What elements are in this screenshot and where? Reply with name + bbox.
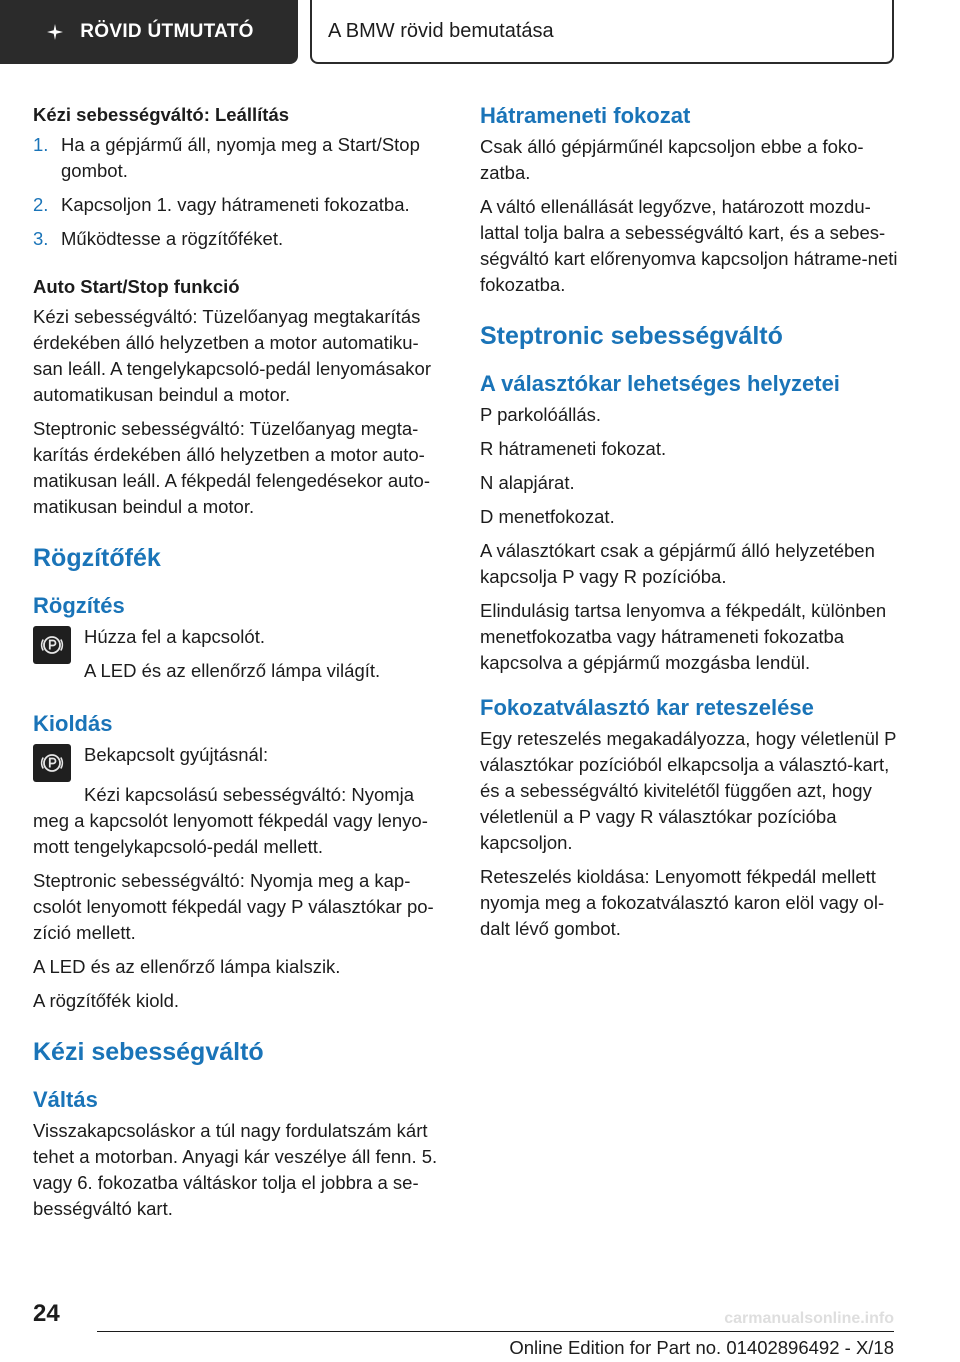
list-item [33, 192, 443, 218]
watermark: carmanualsonline.info [724, 1310, 894, 1327]
reverse-paragraph-2: A váltó ellenállását legyőzve, határozott mozdu-lattal tolja balra a sebességváltó kart, és a sebes-ségváltó kart előrenyomva kapcsoljon hátrame-neti fokozatba. [480, 196, 898, 295]
release-block [33, 742, 443, 782]
release-paragraph-4: A rögzítőfék kiold. [33, 990, 180, 1011]
manual-stop-heading: Kézi sebességváltó: Leállítás [33, 104, 290, 125]
release-paragraph-1: Kézi kapcsolású sebességváltó: Nyomja meg a kapcsolót lenyomott fékpedál vagy lenyo-mott tengelykapcsoló-pedál mellett. [33, 784, 428, 857]
chapter-title-text: A BMW rövid bemutatása [328, 19, 554, 42]
positions-paragraph-2: Elindulásig tartsa lenyomva a fékpedált, különben menetfokozatba vagy hátrameneti fokozatba kapcsolva a gépjármű mozgásba lendül. [480, 600, 887, 673]
apply-line-2: A LED és az ellenőrző lámpa világít. [84, 660, 381, 681]
autostart-heading: Auto Start/Stop funkció [33, 276, 240, 297]
lock-title: Fokozatválasztó kar reteszelése [480, 695, 814, 720]
stop-steps-list [33, 132, 443, 252]
shifting-title: Váltás [33, 1087, 98, 1112]
lock-paragraph-2: Reteszelés kioldása: Lenyomott fékpedál mellett nyomja meg a fokozatválasztó karon elöl vagy ol-dalt lévő gombot. [480, 866, 885, 939]
autostart-paragraph-1: Kézi sebességváltó: Tüzelőanyag megtakarítás érdekében álló helyzetben a motor automatiku-san leáll. A tengelykapcsoló-pedál lenyomásakor automatikusan beindul a motor. [33, 306, 431, 405]
steptronic-title: Steptronic sebességváltó [480, 322, 783, 350]
position-d: D menetfokozat. [480, 506, 615, 527]
position-r: R hátrameneti fokozat. [480, 438, 667, 459]
reverse-title: Hátrameneti fokozat [480, 103, 691, 128]
shifting-paragraph: Visszakapcsoláskor a túl nagy fordulatszám kárt tehet a motorban. Anyagi kár veszélye áll fenn. 5. vagy 6. fokozatba váltáskor tolja el jobbra a se-bességváltó kart. [33, 1120, 438, 1219]
star-icon [44, 21, 66, 43]
release-line-1: Bekapcsolt gyújtásnál: [84, 744, 269, 765]
parking-brake-title: Rögzítőfék [33, 544, 161, 572]
autostart-paragraph-2: Steptronic sebességváltó: Tüzelőanyag megta-karítás érdekében álló helyzetben a motor auto-matikusan leáll. A fékpedál felengedésekor auto-matikusan beindul a motor. [33, 418, 430, 517]
position-n: N alapjárat. [480, 472, 575, 493]
page-number: 24 [33, 1300, 60, 1327]
list-item [33, 132, 443, 184]
list-item [33, 226, 443, 252]
step-text: Működtesse a rögzítőféket. [61, 228, 284, 249]
step-number: 2. [33, 194, 49, 215]
reverse-paragraph-1: Csak álló gépjárműnél kapcsoljon ebbe a foko-zatba. [480, 136, 864, 183]
parking-brake-icon [33, 744, 71, 782]
edition-text: Online Edition for Part no. 01402896492 - X/18 [509, 1337, 894, 1358]
footer-divider [97, 1331, 894, 1332]
lock-paragraph-1: Egy reteszelés megakadályozza, hogy véletlenül P választókar pozícióból elkapcsolja a választó-kart, és a sebességváltó kivitelétől függően azt, hogy véletlenül a P vagy R választókar pozícióba kapcsoljon. [480, 728, 897, 853]
positions-paragraph-1: A választókart csak a gépjármű álló helyzetében kapcsolja P vagy R pozícióba. [480, 540, 875, 587]
release-paragraph-2: Steptronic sebességváltó: Nyomja meg a kap-csolót lenyomott fékpedál vagy P választókar po-zíció mellett. [33, 870, 434, 943]
position-p: P parkolóállás. [480, 404, 602, 425]
step-number: 3. [33, 228, 49, 249]
release-paragraph-3: A LED és az ellenőrző lámpa kialszik. [33, 956, 341, 977]
chapter-title [310, 0, 894, 64]
step-number: 1. [33, 134, 49, 155]
section-tab[interactable] [0, 0, 298, 64]
apply-title: Rögzítés [33, 593, 125, 618]
step-text: Kapcsoljon 1. vagy hátrameneti fokozatba. [61, 194, 410, 215]
apply-block [33, 624, 443, 692]
section-tab-label: RÖVID ÚTMUTATÓ [80, 21, 254, 42]
step-text: Ha a gépjármű áll, nyomja meg a Start/Stop gombot. [61, 134, 420, 181]
left-column [33, 102, 443, 1230]
release-title: Kioldás [33, 711, 113, 736]
apply-line-1: Húzza fel a kapcsolót. [84, 626, 265, 647]
parking-brake-icon [33, 626, 71, 664]
manual-gearbox-title: Kézi sebességváltó [33, 1038, 264, 1066]
positions-title: A választókar lehetséges helyzetei [480, 371, 840, 396]
right-column [480, 102, 900, 950]
